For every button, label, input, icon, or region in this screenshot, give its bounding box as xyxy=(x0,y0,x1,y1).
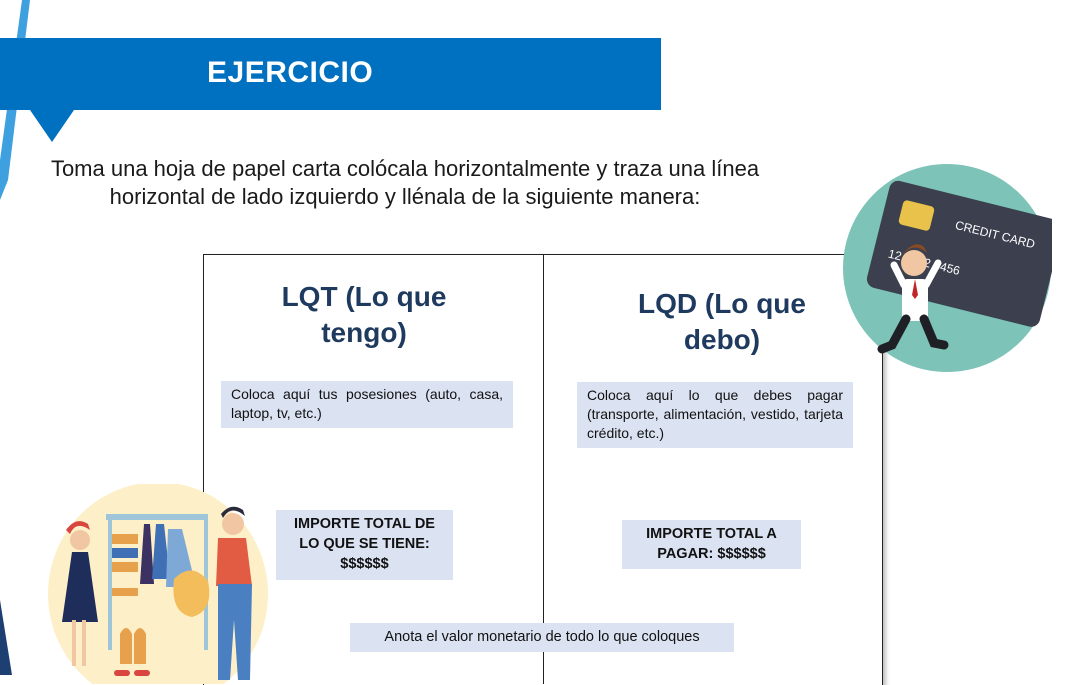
lqd-total-box xyxy=(622,520,801,569)
footer-note: Anota el valor monetario de todo lo que coloques xyxy=(350,623,734,652)
lqd-heading-line-2: debo) xyxy=(683,324,761,355)
lqd-total-line-2: PAGAR: $$$$$$ xyxy=(657,546,766,562)
table-divider xyxy=(543,254,544,684)
card-number-text: 12 3456 xyxy=(886,246,962,278)
lqt-total-box xyxy=(276,510,453,580)
lqd-heading-line-1: LQD (Lo que xyxy=(638,288,806,319)
instructions xyxy=(20,155,790,211)
lqt-heading-line-1: LQT (Lo que xyxy=(281,281,447,312)
lqt-heading xyxy=(244,279,484,351)
lqd-heading xyxy=(602,286,842,358)
lqt-total-line-2: LO QUE SE TIENE: xyxy=(299,536,430,552)
page-title: EJERCICIO xyxy=(207,56,374,89)
title-banner-notch xyxy=(30,110,74,142)
lqt-note: Coloca aquí tus posesiones (auto, casa, laptop, tv, etc.) xyxy=(221,381,513,428)
lqt-total-line-1: IMPORTE TOTAL DE xyxy=(294,516,435,532)
lqd-note: Coloca aquí lo que debes pagar (transporte, alimentación, vestido, tarjeta crédito, etc.) xyxy=(577,382,853,448)
credit-card-burden-illustration xyxy=(842,163,1052,373)
instructions-line-1: Toma una hoja de papel carta colócala horizontalmente y traza una línea xyxy=(50,156,760,181)
clothes-shopping-illustration xyxy=(48,484,268,684)
instructions-line-2: horizontal de lado izquierdo y llénala de la siguiente manera: xyxy=(109,184,701,209)
card-label-text: CREDIT CARD xyxy=(953,217,1037,252)
lqt-total-line-3: $$$$$$ xyxy=(340,556,389,572)
lqt-heading-line-2: tengo) xyxy=(321,317,407,348)
lqd-total-line-1: IMPORTE TOTAL A xyxy=(646,526,777,542)
